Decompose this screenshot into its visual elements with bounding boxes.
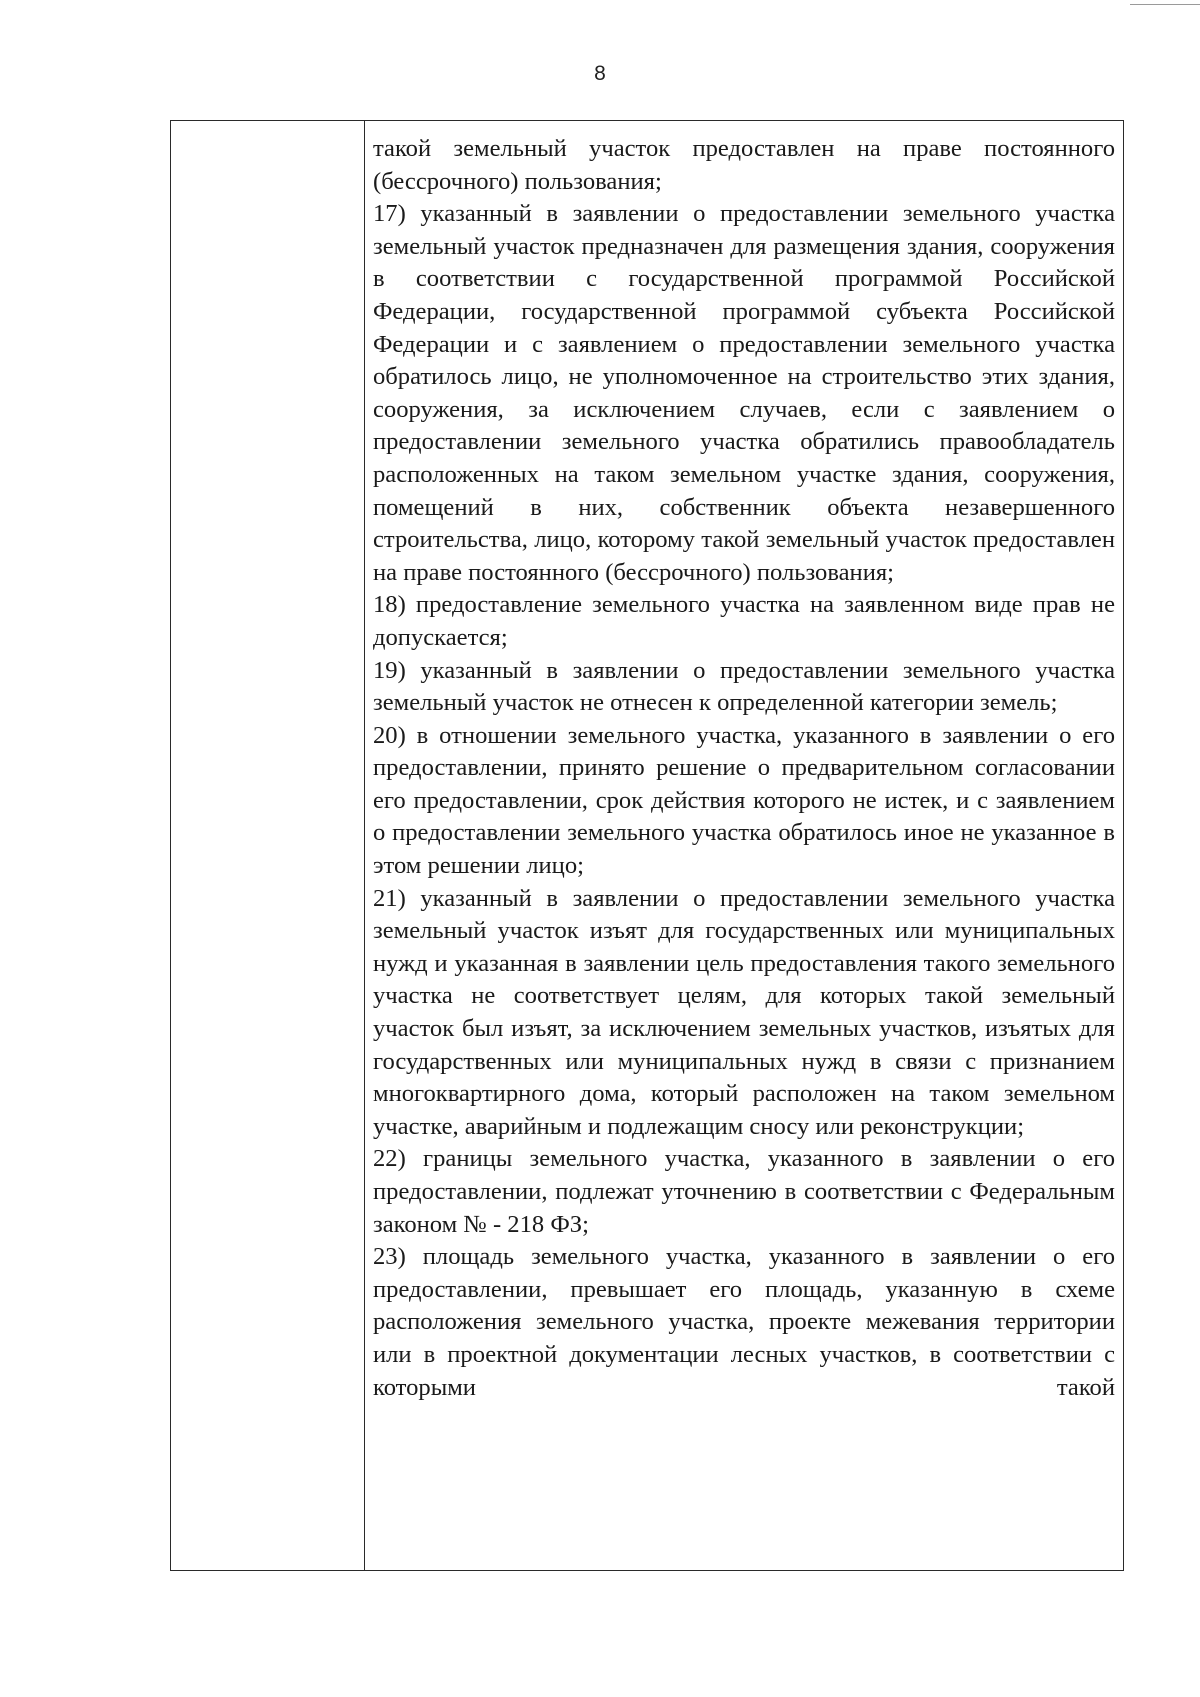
- paragraph-item-23: 23) площадь земельного участка, указанного в заявлении о его предоставлении, превышает его площадь, указанную в схеме расположения земельного участка, проекте межевания территории или в проектной документации лесных участков, в соответствии с которыми такой: [373, 1243, 1115, 1401]
- table-right-column: [365, 121, 1123, 1570]
- paragraph-item-17: 17) указанный в заявлении о предоставлении земельного участка земельный участок предназначен для размещения здания, сооружения в соответствии с государственной программой Российской Федерации, государственной программой субъекта Российской Федерации и с заявлением о предоставлении земельного участка обратилось лицо, не уполномоченное на строительство этих здания, сооружения, за исключением случаев, если с заявлением о предоставлении земельного участка обратились правообладатель расположенных на таком земельном участке здания, сооружения, помещений в них, собственник объекта незавершенного строительства, лицо, которому такой земельный участок предоставлен на праве постоянного (бессрочного) пользования;: [373, 200, 1115, 586]
- paragraph-continuation: такой земельный участок предоставлен на праве постоянного (бессрочного) пользования;: [373, 135, 1115, 195]
- paragraph-item-21: 21) указанный в заявлении о предоставлении земельного участка земельный участок изъят для государственных или муниципальных нужд и указанная в заявлении цель предоставления такого земельного участка не соответствует целям, для которых такой земельный участок был изъят, за исключением земельных участков, изъятых для государственных или муниципальных нужд в связи с признанием многоквартирного дома, который расположен на таком земельном участке, аварийным и подлежащим сносу или реконструкции;: [373, 884, 1115, 1140]
- scan-edge-mark: [1130, 4, 1200, 5]
- paragraph-item-19: 19) указанный в заявлении о предоставлении земельного участка земельный участок не отнесен к определенной категории земель;: [373, 656, 1115, 717]
- page-number: 8: [594, 62, 606, 85]
- table-left-column: [171, 121, 365, 1570]
- document-table: [170, 120, 1124, 1571]
- paragraph-item-18: 18) предоставление земельного участка на заявленном виде прав не допускается;: [373, 591, 1115, 651]
- paragraph-item-20: 20) в отношении земельного участка, указанного в заявлении о его предоставлении, принято решение о предварительном согласовании его предоставлении, срок действия которого не истек, и с заявлением о предоставлении земельного участка обратилось иное не указанное в этом решении лицо;: [373, 721, 1115, 880]
- paragraph-item-22: 22) границы земельного участка, указанного в заявлении о его предоставлении, подлежат уточнению в соответствии с Федеральным законом № - 218 ФЗ;: [373, 1145, 1115, 1238]
